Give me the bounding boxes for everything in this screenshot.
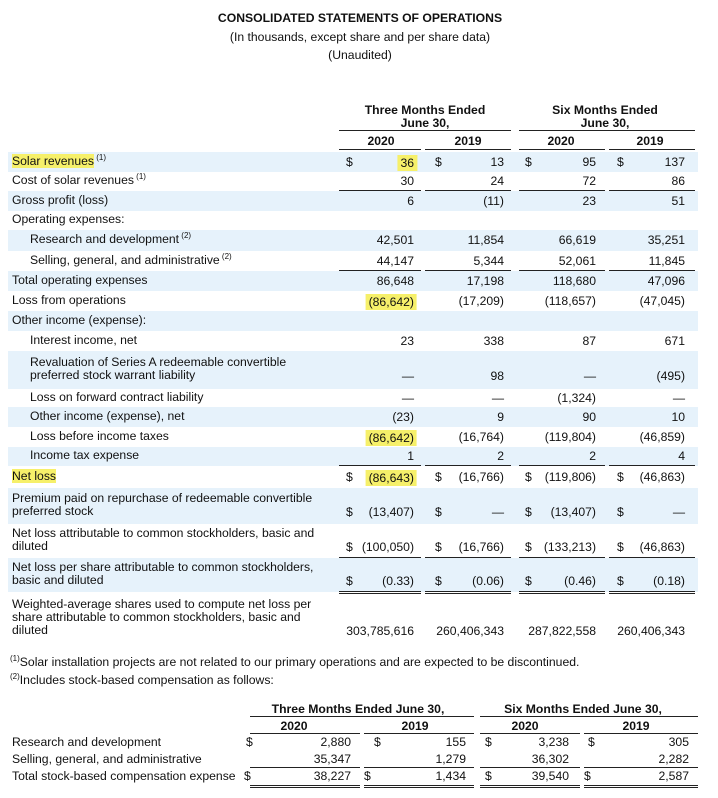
row-label [12,470,56,483]
currency-symbol: $ [364,769,371,783]
value-cell: (86,642) [366,294,417,310]
row-label [12,171,146,187]
value-cell: (16,764) [458,429,504,444]
value-cell: 23 [400,333,414,348]
year-header: 2020 [547,134,575,148]
sbc-row-label: Research and development [12,735,162,749]
value-cell: 42,501 [376,233,414,247]
value-cell: 13 [490,154,504,169]
value-cell: 5,344 [473,253,504,268]
sbc-three-months-header: Three Months Ended June 30, [271,702,445,716]
total-rule [425,465,511,466]
footnote-1: $^{(1)}$Solar installation projects are not related to our primary operations and are expected to be discontinued. [10,653,580,669]
value-cell: 51 [671,193,685,208]
row-label-text: Net loss [12,468,57,483]
row-label [30,251,232,267]
sbc-total-rule [584,767,698,768]
row-label-text: share attributable to common stockholders, basic and [12,609,301,624]
value-cell: — [401,390,414,405]
row-label [30,230,192,246]
total-rule [609,270,695,271]
sbc-year-header: 2020 [511,719,539,733]
value-cell: 87 [582,333,596,348]
row-label-text: Income tax expense [30,448,140,462]
value-cell: 86,648 [376,273,414,288]
row-label-text: Operating expenses: [12,212,125,226]
row-label [12,294,126,307]
row-label-text: Net loss attributable to common stockholders, basic and [12,526,315,540]
row-label [30,356,286,382]
value-cell: — [583,369,596,383]
currency-symbol: $ [346,540,353,554]
value-cell: (47,045) [639,293,685,308]
currency-symbol: $ [525,154,532,169]
sbc-total-rule [364,767,474,768]
year-header: 2019 [636,134,664,148]
sbc-year-header: 2019 [401,719,429,733]
row-label-text: Other income (expense): [12,312,147,327]
row-label-text: Solar revenues [12,153,94,168]
value-cell: 11,845 [648,253,685,268]
sbc-value-cell: 39,540 [531,769,569,783]
row-label-text: Cost of solar revenues [12,173,134,187]
currency-symbol: $ [617,505,624,519]
value-cell: 9 [497,409,504,424]
row-label-text: Weighted-average shares used to compute net loss per [12,596,312,611]
row-label-text: Selling, general, and administrative [30,252,220,267]
sbc-year-header: 2020 [280,719,308,733]
row-label [12,314,146,327]
currency-symbol: $ [374,735,381,749]
value-cell: 4 [678,449,685,463]
total-rule [519,591,605,594]
row-label-text: diluted [12,622,48,637]
value-cell: (1,324) [557,390,596,405]
value-cell: 11,854 [467,233,504,247]
currency-symbol: $ [525,540,532,554]
currency-symbol: $ [346,574,353,588]
three-months-header-date: June 30, [400,116,450,130]
footnote-marker: (1) [133,171,146,181]
value-cell: (118,657) [544,293,596,308]
sbc-header-rule [364,733,474,734]
total-rule [519,465,605,466]
row-label [12,598,311,637]
value-cell: 23 [582,193,596,208]
value-cell: (46,863) [639,469,685,484]
value-cell: (100,050) [361,540,414,554]
value-cell: (11) [483,193,504,208]
currency-symbol: $ [435,505,442,519]
row-label-text: Gross profit (loss) [12,192,109,207]
value-cell: 118,680 [552,273,596,288]
sbc-value-cell: 36,302 [531,752,569,766]
value-cell: (0.46) [564,574,596,588]
value-cell: 671 [664,333,685,348]
currency-symbol: $ [346,469,353,484]
header-rule [339,149,421,150]
value-cell: 2 [497,449,504,463]
header-rule [425,149,511,150]
sbc-value-cell: 2,587 [658,769,689,783]
value-cell: (0.18) [653,574,685,588]
row-label-text: basic and diluted [12,573,104,587]
footnote-marker: (1) [93,152,106,162]
row-label-text: Premium paid on repurchase of redeemable convertible [12,491,313,505]
currency-symbol: $ [435,469,442,484]
currency-symbol: $ [525,505,532,519]
currency-symbol: $ [346,505,353,519]
sbc-header-rule [480,716,698,717]
sbc-value-cell: 1,434 [435,769,466,783]
three-months-header: Three Months Ended [364,103,486,117]
value-cell: — [401,369,414,383]
unaudited-note: (Unaudited) [328,48,392,62]
row-label [12,213,124,226]
sbc-value-cell: 2,282 [658,752,689,766]
total-rule [425,270,511,271]
sbc-value-cell: 38,227 [313,769,351,783]
sbc-total-double-rule [364,785,474,788]
value-cell: 52,061 [558,253,596,268]
value-cell: 66,619 [558,233,596,247]
header-rule [609,149,695,150]
header-rule [339,130,511,131]
row-label [12,274,148,287]
row-label [12,194,108,207]
total-rule [425,557,511,558]
footnote-2: $^{(2)}$Includes stock-based compensation as follows: [10,671,274,687]
value-cell: 47,096 [647,273,685,288]
sbc-value-cell: 3,238 [538,735,569,749]
value-cell: 90 [582,409,596,424]
row-label-text: preferred stock [12,504,94,518]
value-cell: 95 [582,154,596,169]
value-cell: 36 [397,155,417,171]
currency-symbol: $ [244,769,251,783]
row-label [12,561,313,587]
value-cell: 338 [483,333,504,348]
row-label [30,430,169,443]
value-cell: 260,406,343 [436,623,504,638]
sbc-total-double-rule [250,785,360,788]
currency-symbol: $ [617,540,624,554]
six-months-header: Six Months Ended [552,103,658,117]
total-rule [425,591,511,594]
value-cell: (0.33) [382,574,414,588]
value-cell: 1 [407,449,414,463]
row-label [30,410,184,423]
total-rule [339,465,421,466]
currency-symbol: $ [617,154,624,169]
year-header: 2020 [367,134,395,148]
sbc-header-rule [250,716,474,717]
value-cell: 35,251 [647,233,685,247]
row-label-text: Interest income, net [30,332,138,347]
currency-symbol: $ [435,154,442,169]
currency-symbol: $ [246,735,253,749]
value-cell: (495) [656,369,685,383]
row-label-text: Loss from operations [12,292,126,307]
currency-symbol: $ [584,769,591,783]
row-label-text: Total operating expenses [12,272,148,287]
row-label [30,449,139,462]
value-cell: 303,785,616 [346,623,414,638]
row-label [12,492,312,518]
value-cell: (46,863) [639,540,685,554]
sbc-value-cell: 155 [445,735,466,749]
value-cell: 287,822,558 [528,623,596,638]
sbc-row-label: Selling, general, and administrative [12,752,202,766]
value-cell: 2 [589,449,596,463]
row-label [12,527,314,553]
currency-symbol: $ [485,735,492,749]
value-cell: (133,213) [543,540,596,554]
value-cell: 17,198 [466,273,504,288]
value-cell: (23) [392,409,414,424]
statement-subtitle: (In thousands, except share and per share data) [229,30,491,44]
value-cell: 30 [400,174,414,188]
total-rule [339,270,421,271]
sbc-value-cell: 35,347 [313,752,351,766]
value-cell: 6 [407,193,414,208]
row-label-text: Revaluation of Series A redeemable convertible [30,355,287,369]
row-label [30,334,137,347]
header-rule [519,149,605,150]
value-cell: (46,859) [639,429,685,444]
currency-symbol: $ [435,574,442,588]
year-header: 2019 [454,134,482,148]
footnote-marker: (2) [219,251,232,261]
value-cell: 98 [490,369,504,383]
sbc-value-cell: 305 [668,735,689,749]
total-rule [519,557,605,558]
value-cell: (119,806) [544,469,596,484]
value-cell: 44,147 [376,253,414,268]
header-rule [519,130,695,131]
six-months-header-date: June 30, [580,116,630,130]
value-cell: (13,407) [368,505,414,519]
row-label-text: diluted [12,539,48,553]
total-rule [425,190,511,191]
total-rule [609,557,695,558]
total-rule [339,190,421,191]
currency-symbol: $ [617,574,624,588]
currency-symbol: $ [588,735,595,749]
value-cell: — [672,505,685,519]
total-rule [339,557,421,558]
value-cell: 260,406,343 [617,623,685,638]
value-cell: 24 [490,174,504,188]
value-cell: — [491,505,504,519]
row-label-text: Loss on forward contract liability [30,389,204,404]
total-rule [339,591,421,594]
currency-symbol: $ [525,574,532,588]
footnote-marker: (2) [179,230,192,240]
row-label-text: Other income (expense), net [30,408,185,423]
value-cell: (0.06) [472,574,504,588]
value-cell: 137 [664,154,685,169]
total-rule [609,465,695,466]
sbc-header-rule [584,733,698,734]
row-label [30,391,203,404]
row-label [12,152,106,168]
sbc-row-label: Total stock-based compensation expense [12,769,236,783]
value-cell: (16,766) [458,540,504,554]
total-rule [609,190,695,191]
row-label-text: Net loss per share attributable to common stockholders, [12,560,314,574]
value-cell: 10 [671,409,685,424]
sbc-total-rule [250,767,360,768]
sbc-header-rule [250,733,360,734]
sbc-six-months-header: Six Months Ended June 30, [504,702,662,716]
total-rule [519,190,605,191]
total-rule [519,270,605,271]
sbc-value-cell: 1,279 [435,752,466,766]
value-cell: 72 [582,174,596,188]
row-label-text: preferred stock warrant liability [30,368,196,382]
sbc-header-rule [480,733,580,734]
value-cell: — [491,390,504,405]
currency-symbol: $ [485,769,492,783]
sbc-total-rule [480,767,580,768]
value-cell: (16,766) [458,469,504,484]
value-cell: (86,642) [366,430,417,446]
sbc-value-cell: 2,880 [320,735,351,749]
statement-title: CONSOLIDATED STATEMENTS OF OPERATIONS [217,11,503,25]
sbc-total-double-rule [584,785,698,788]
value-cell: (86,643) [366,470,417,486]
currency-symbol: $ [435,540,442,554]
value-cell: (17,209) [458,293,504,308]
value-cell: (119,804) [544,429,596,444]
currency-symbol: $ [346,154,353,169]
value-cell: 86 [671,174,685,188]
currency-symbol: $ [525,469,532,484]
row-label-text: Research and development [30,232,180,246]
currency-symbol: $ [617,469,624,484]
total-rule [609,591,695,594]
row-label-text: Loss before income taxes [30,428,169,443]
sbc-year-header: 2019 [622,719,650,733]
sbc-total-double-rule [480,785,580,788]
value-cell: — [672,390,685,405]
value-cell: (13,407) [550,505,596,519]
